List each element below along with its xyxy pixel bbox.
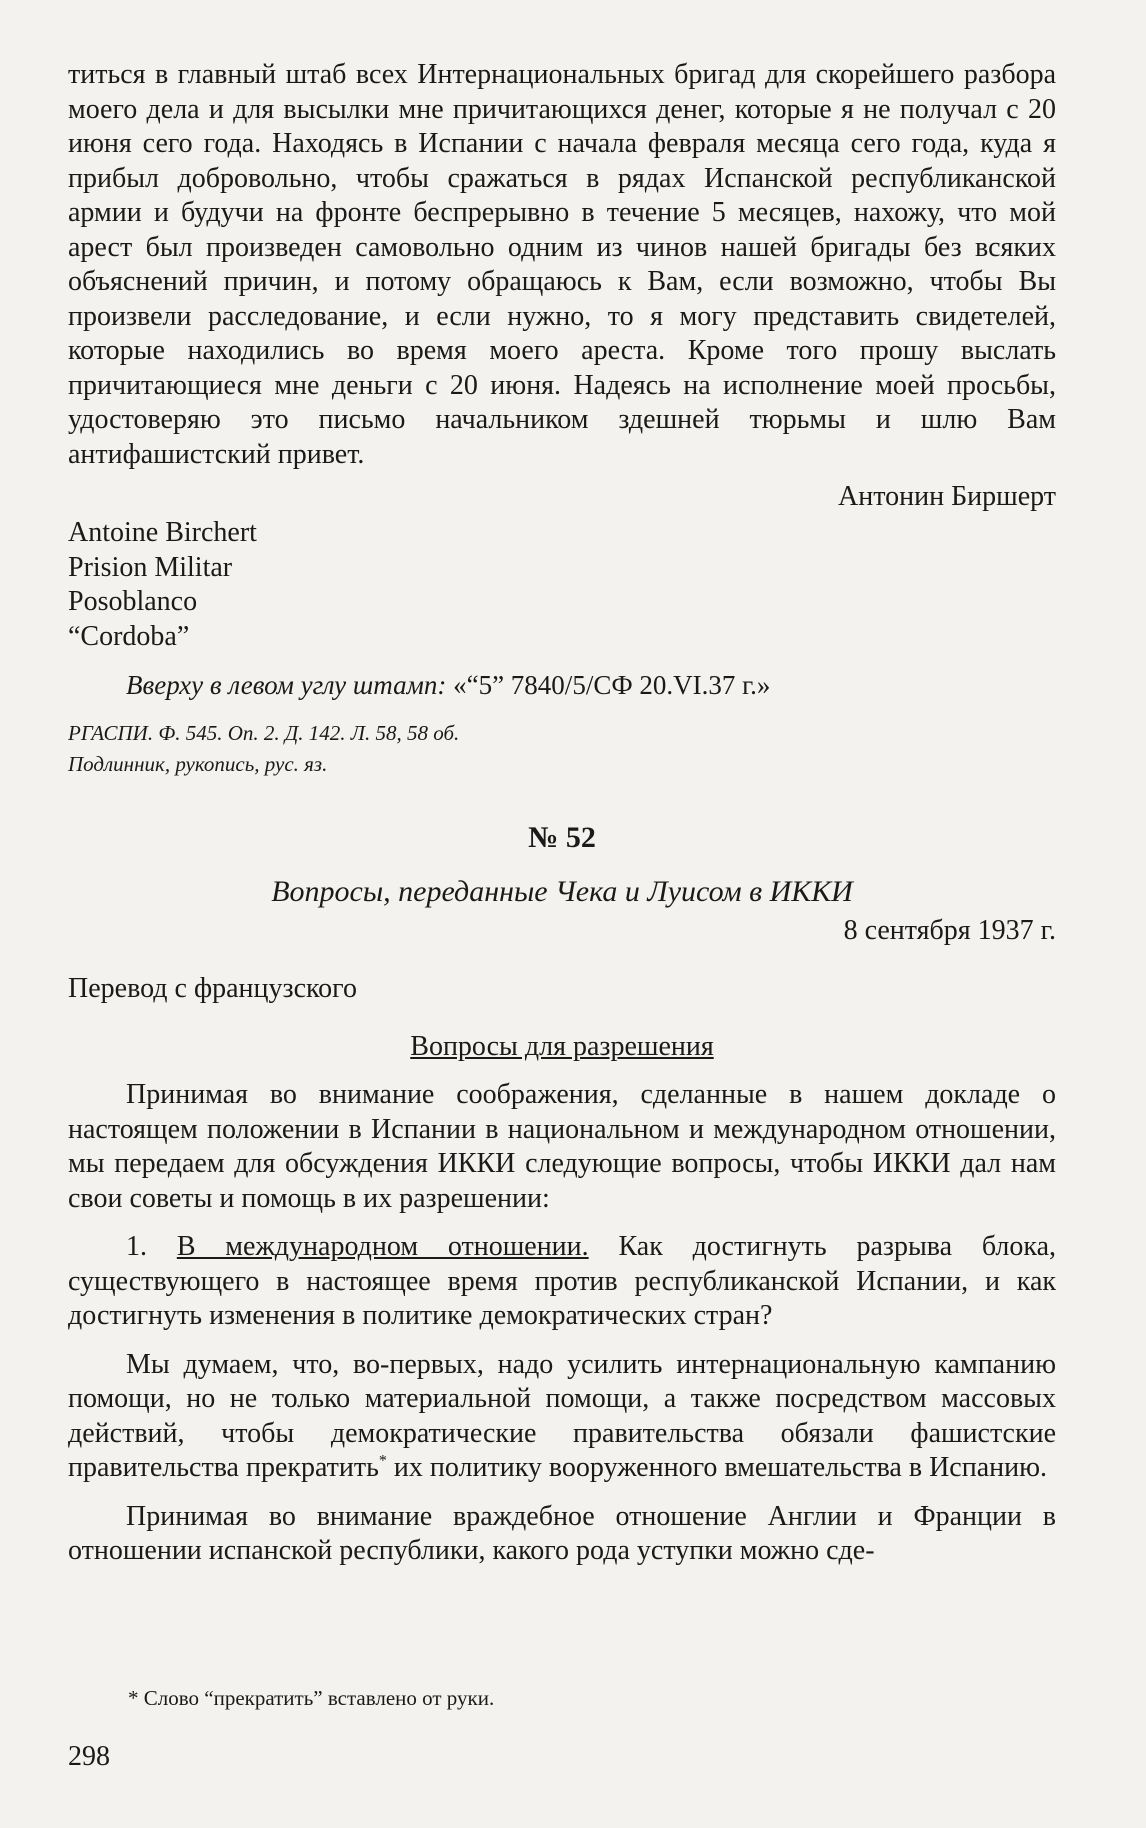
paragraph-3 xyxy=(68,1348,1056,1486)
document-title: Вопросы, переданные Чека и Луисом в ИККИ xyxy=(271,875,853,908)
address-line: Posoblanco xyxy=(68,586,198,617)
letter-paragraph: титься в главный штаб всех Интернациональных бригад для скорейшего разбора моего дела и для высылки мне причитающихся денег, которые я не получал с 20 июня сего года. Находясь в Испании с начала февраля месяца сего года, куда я прибыл добровольно, чтобы сражаться в рядах Испанской республиканской армии и будучи на фронте беспрерывно в течение 5 месяцев, нахожу, что мой арест был произведен самовольно одним из чинов нашей бригады без всяких объяснений причин, и потому обращаюсь к Вам, если возможно, чтобы Вы произвели расследование, и если нужно, то я могу представить свидетелей, которые находились во время моего ареста. Кроме того прошу выслать причитающиеся мне деньги с 20 июня. Надеясь на исполнение моей просьбы, удостоверяю это письмо начальником здешней тюрьмы и шлю Вам антифашистский привет. xyxy=(68,59,1056,470)
stamp-note xyxy=(68,668,1056,702)
paragraph-2-rest: Как достигнуть разрыва блока, существующего в настоящее время против республиканской Испании, и как достигнуть изменения в политике демократических стран? xyxy=(68,1231,1056,1331)
footnote-mark: * xyxy=(378,1452,387,1470)
page-number: 298 xyxy=(68,1741,110,1772)
paragraph-1: Принимая во внимание соображения, сделанные в нашем докладе о настоящем положении в Испании в национальном и международном отношении, мы передаем для обсуждения ИККИ следующие вопросы, чтобы ИККИ дал нам свои советы и помощь в их разрешении: xyxy=(68,1079,1056,1214)
address-line: Prision Militar xyxy=(68,551,233,583)
translation-note: Перевод с французского xyxy=(68,973,357,1004)
archive-reference xyxy=(68,718,1056,780)
letter-address xyxy=(68,516,1056,654)
paragraph-2-underlined: В международном отношении. xyxy=(176,1231,589,1262)
paragraph-3-before: Мы думаем, что, во-первых, надо усилить интернациональную кампанию помощи, но не только материальной помощи, а также посредством массовых действий, чтобы демократические правительства обязали фашистские правительства прекратить xyxy=(68,1348,1056,1483)
footnote: * Слово “прекратить” вставлено от руки. xyxy=(128,1686,495,1710)
document-date: 8 сентября 1937 г. xyxy=(843,915,1056,946)
document-number: № 52 xyxy=(528,821,596,854)
page-body xyxy=(68,58,1056,1569)
address-line: “Cordoba” xyxy=(68,620,190,652)
archive-note: Подлинник, рукопись, рус. яз. xyxy=(68,752,328,776)
archive-ref: РГАСПИ. Ф. 545. Оп. 2. Д. 142. Л. 58, 58 об. xyxy=(68,721,460,745)
stamp-label: Вверху в левом углу штамп: xyxy=(126,670,447,700)
section-title-text: Вопросы для разрешения xyxy=(410,1031,714,1062)
address-line: Antoine Birchert xyxy=(68,517,257,548)
stamp-value: «“5” 7840/5/СФ 20.VI.37 г.» xyxy=(446,670,771,700)
paragraph-2-prefix: 1. xyxy=(126,1231,177,1262)
paragraph-4: Принимая во внимание враждебное отношение Англии и Франции в отношении испанской республики, какого рода уступки можно сде- xyxy=(68,1500,1056,1566)
paragraph-2 xyxy=(68,1230,1056,1334)
section-title xyxy=(68,1030,1056,1064)
letter-signature: Антонин Биршерт xyxy=(838,481,1056,512)
paragraph-3-after: их политику вооруженного вмешательства в Испанию. xyxy=(386,1452,1048,1483)
